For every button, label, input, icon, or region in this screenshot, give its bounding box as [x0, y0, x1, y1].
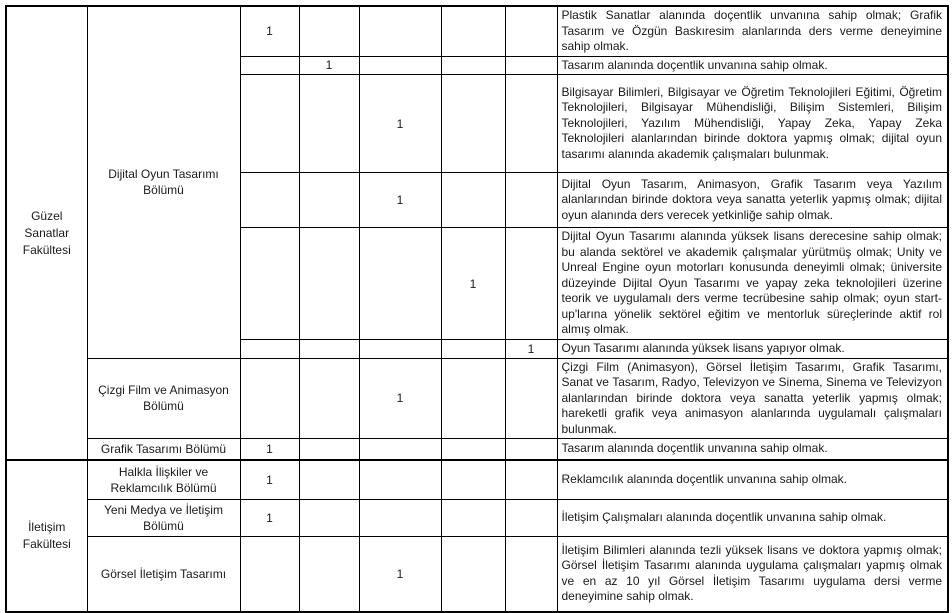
table-row	[6, 460, 948, 499]
count-cell	[505, 499, 557, 536]
count-cell	[240, 228, 299, 340]
table-row	[6, 358, 948, 439]
count-cell: 1	[299, 56, 359, 75]
count-cell	[359, 439, 441, 461]
table-row	[6, 499, 948, 536]
count-cell	[299, 499, 359, 536]
count-cell	[441, 6, 505, 56]
count-cell	[240, 340, 299, 359]
count-cell	[441, 439, 505, 461]
count-cell	[505, 56, 557, 75]
count-cell	[441, 358, 505, 439]
requirement-cell: Dijital Oyun Tasarımı alanında yüksek lisans derecesine sahip olmak; bu alanda sektörel ve akademik çalışmalar yürütmüş olmak; Unity ve Unreal Engine oyun motorları konusunda deneyimli olmak; üniversite düzeyinde Dijital Oyun Tasarımı ve yapay zeka teknolojileri üzerine teorik ve uygulamalı ders verme tecrübesine sahip olmak; oyun start-up'larına yönelik sektörel eğitim ve mentorluk süreçlerinde aktif rol almış olmak.	[557, 228, 948, 340]
requirement-cell: Çizgi Film (Animasyon), Görsel İletişim Tasarımı, Grafik Tasarımı, Sanat ve Tasarım, Radyo, Televizyon ve Sinema, Sinema ve Televizyon alanlarından birinde doktora veya sanatta yeterlik yapmış olmak; hareketli grafik veya animasyon alanlarında uygulamalı çalışmaları bulunmak.	[557, 358, 948, 439]
requirement-cell: Tasarım alanında doçentlik unvanına sahip olmak.	[557, 439, 948, 461]
count-cell	[359, 6, 441, 56]
count-cell	[299, 460, 359, 499]
count-cell	[441, 460, 505, 499]
department-cell-cizgi-film-ve-animasyon: Çizgi Film ve Animasyon Bölümü	[87, 358, 240, 439]
count-cell: 1	[441, 228, 505, 340]
count-cell	[299, 358, 359, 439]
count-cell: 1	[359, 173, 441, 228]
requirement-cell: Bilgisayar Bilimleri, Bilgisayar ve Öğretim Teknolojileri Eğitimi, Öğretim Teknolojileri, Bilgisayar Mühendisliği, Bilişim Sistemleri, Bilişim Teknolojileri, Yazılım Mühendisliği, Yapay Zeka, Yapay Zeka Teknolojileri alanlarından birinde doktora yapmış olmak; dijital oyun tasarımı alanında akademik çalışmaları bulunmak.	[557, 75, 948, 173]
count-cell	[505, 173, 557, 228]
count-cell	[299, 6, 359, 56]
count-cell	[359, 340, 441, 359]
count-cell	[441, 536, 505, 612]
count-cell: 1	[240, 499, 299, 536]
count-cell	[240, 75, 299, 173]
count-cell	[299, 340, 359, 359]
count-cell: 1	[505, 340, 557, 359]
count-cell	[441, 56, 505, 75]
count-cell	[505, 536, 557, 612]
requirement-cell: İletişim Bilimleri alanında tezli yüksek lisans ve doktora yapmış olmak; Görsel İletişim Tasarımı alanında uygulama çalışmaları yapmış olmak ve en az 10 yıl Görsel İletişim Tasarımı uygulama dersi verme deneyimine sahip olmak.	[557, 536, 948, 612]
count-cell	[359, 228, 441, 340]
count-cell	[359, 499, 441, 536]
count-cell	[441, 499, 505, 536]
count-cell	[505, 460, 557, 499]
count-cell	[359, 56, 441, 75]
count-cell	[441, 75, 505, 173]
requirement-cell: Tasarım alanında doçentlik unvanına sahip olmak.	[557, 56, 948, 75]
count-cell: 1	[240, 439, 299, 461]
count-cell	[240, 536, 299, 612]
academic-positions-table	[5, 5, 949, 613]
table-row	[6, 439, 948, 461]
count-cell: 1	[240, 460, 299, 499]
table-row	[6, 6, 948, 56]
count-cell: 1	[240, 6, 299, 56]
requirement-cell: İletişim Çalışmaları alanında doçentlik unvanına sahip olmak.	[557, 499, 948, 536]
count-cell	[505, 358, 557, 439]
count-cell	[299, 173, 359, 228]
requirement-cell: Reklamcılık alanında doçentlik unvanına sahip olmak.	[557, 460, 948, 499]
count-cell	[240, 56, 299, 75]
department-cell-halkla-iliskiler-ve-reklamcilik: Halkla İlişkiler ve Reklamcılık Bölümü	[87, 460, 240, 499]
table-row	[6, 536, 948, 612]
faculty-cell-iletisim-fakultesi: İletişim Fakültesi	[6, 460, 87, 612]
count-cell: 1	[359, 358, 441, 439]
count-cell	[299, 536, 359, 612]
requirement-cell: Plastik Sanatlar alanında doçentlik unvanına sahip olmak; Grafik Tasarım ve Özgün Baskıresim alanlarında ders verme deneyimine sahip olmak.	[557, 6, 948, 56]
count-cell	[299, 75, 359, 173]
department-cell-grafik-tasarimi: Grafik Tasarımı Bölümü	[87, 439, 240, 461]
count-cell	[240, 173, 299, 228]
count-cell	[299, 228, 359, 340]
count-cell	[441, 340, 505, 359]
count-cell	[359, 460, 441, 499]
count-cell	[505, 228, 557, 340]
count-cell	[240, 358, 299, 439]
count-cell: 1	[359, 75, 441, 173]
department-cell-dijital-oyun-tasarimi: Dijital Oyun Tasarımı Bölümü	[87, 6, 240, 358]
department-cell-gorsel-iletisim-tasarimi: Görsel İletişim Tasarımı	[87, 536, 240, 612]
department-cell-yeni-medya-ve-iletisim: Yeni Medya ve İletişim Bölümü	[87, 499, 240, 536]
count-cell: 1	[359, 536, 441, 612]
requirement-cell: Dijital Oyun Tasarım, Animasyon, Grafik Tasarım veya Yazılım alanlarından birinde doktora veya sanatta yeterlik yapmış olmak; dijital oyun alanında ders verecek yetkinliğe sahip olmak.	[557, 173, 948, 228]
faculty-cell-guzel-sanatlar-fakultesi: Güzel Sanatlar Fakültesi	[6, 6, 87, 460]
requirement-cell: Oyun Tasarımı alanında yüksek lisans yapıyor olmak.	[557, 340, 948, 359]
count-cell	[299, 439, 359, 461]
count-cell	[441, 173, 505, 228]
count-cell	[505, 6, 557, 56]
count-cell	[505, 75, 557, 173]
count-cell	[505, 439, 557, 461]
